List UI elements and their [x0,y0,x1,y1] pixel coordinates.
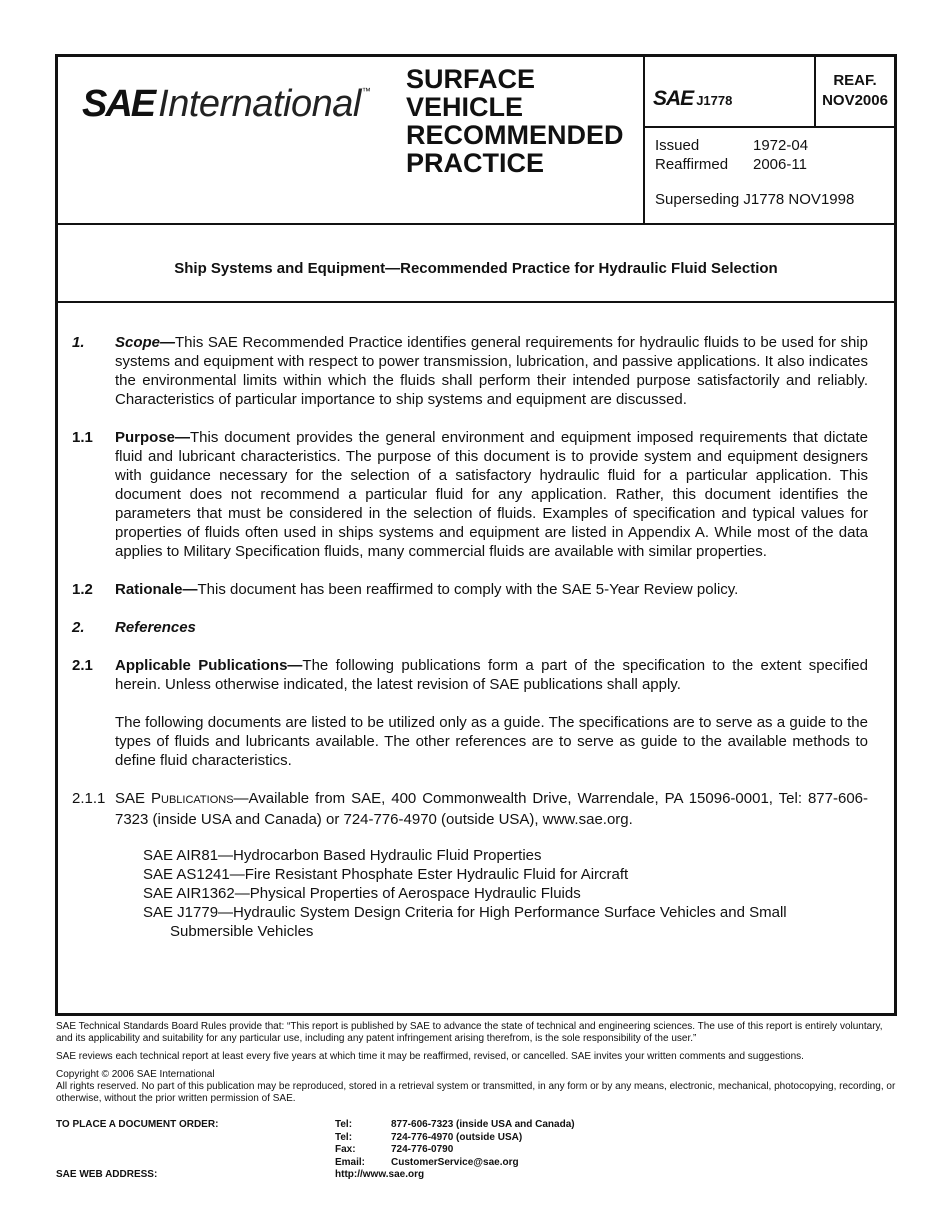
issued-label: Issued [655,137,700,154]
section-scope [72,333,868,409]
footer-notices [56,1021,896,1111]
reference-text: SAE AS1241—Fire Resistant Phosphate Ester Hydraulic Fluid for Aircraft [143,866,629,883]
category-line: SURFACE [406,64,536,94]
contact-key: Fax: [335,1144,356,1155]
section-heading: Rationale— [115,581,198,598]
section-sae-publications [72,789,868,829]
header-divider-horizontal [643,126,894,128]
section-text: This document provides the general environment and equipment imposed requirements that dictate fluid and lubricant characteristics. The purpose of this document is to provide system and equipment designers with guidance necessary for the selection of a satisfactory hydraulic fluid for a particular application. This document does not recommend a particular fluid for any application. Rather, this document identifies the parameters that must be considered in the selection of fluids. Examples of specification and typical values for properties of fluids often used in ships systems and equipment are listed in Appendix A. While most of the data applies to Military Specification fluids, many commercial fluids are available with similar properties. [115,429,868,560]
heading-initial: SAE P [115,790,161,807]
contact-row [335,1119,575,1132]
copyright-notice: Copyright © 2006 SAE International [56,1069,215,1080]
logo-sae-mark: SAE [82,83,155,125]
heading-small-caps: UBLICATIONS [161,794,234,806]
contact-value[interactable]: 877-606-7323 (inside USA and Canada) [391,1119,575,1130]
reference-continuation: Submersible Vehicles [170,923,314,940]
category-line: RECOMMENDED [406,120,624,150]
reaffirmed-value: 2006-11 [753,156,807,173]
section-text: The following publications form a part of the specification to the extent specified herein. Unless otherwise indicated, the latest revision of SAE publications shall apply. [115,657,868,693]
document-number [653,87,732,111]
section-number: 2.1 [72,657,93,674]
web-address-link[interactable]: http://www.sae.org [335,1169,425,1180]
doc-number-label: J1778 [696,93,733,108]
reference-item [143,884,868,903]
section-text: This SAE Recommended Practice identifies general requirements for hydraulic fluids to be used for ship systems and equipment with respect to power transmission, lubrication, and passive applications. It also indicates the environmental limits within which the fluids shall perform their intended purpose satisfactorily and reliably. Characteristics of particular importance to ship systems and equipment are discussed. [115,334,868,408]
section-number: 1.2 [72,581,93,598]
superseding-note: Superseding J1778 NOV1998 [655,191,855,208]
doc-sae-logo: SAE [653,87,694,110]
header-divider-vertical [643,57,645,223]
section-text: This document has been reaffirmed to comply with the SAE 5-Year Review policy. [197,581,739,598]
issued-value: 1972-04 [753,137,809,154]
section-text: —Available from SAE, 400 Commonwealth Drive, Warrendale, PA 15096-0001, Tel: 877-606-7323 (inside USA and Canada) or 724-776-4970 (outside USA), www.sae.org. [115,790,869,828]
email-link[interactable]: CustomerService@sae.org [391,1156,519,1168]
section-rationale [72,580,868,599]
section-number: 2. [72,619,85,636]
document-title: Ship Systems and Equipment—Recommended Practice for Hydraulic Fluid Selection [174,260,778,277]
section-purpose [72,428,868,561]
section-heading: Applicable Publications— [115,657,303,674]
reaffirmed-label: Reaffirmed [655,156,729,173]
issue-dates [655,136,808,174]
logo-international-word: International [158,83,361,125]
reference-item [143,846,868,865]
review-notice: SAE reviews each technical report at least every five years at which time it may be reaffirmed, revised, or cancelled. SAE invites your written comments and suggestions. [56,1051,804,1062]
reference-list [143,846,868,941]
contact-key: Email: [335,1156,366,1168]
reference-text: SAE AIR81—Hydrocarbon Based Hydraulic Fluid Properties [143,847,542,864]
contact-row [335,1132,575,1145]
document-body [72,333,868,941]
logo-trademark: ™ [361,86,371,96]
reference-text: SAE AIR1362—Physical Properties of Aerospace Hydraulic Fluids [143,885,581,902]
reference-item [143,865,868,884]
reaf-date: NOV2006 [822,92,888,109]
web-address-label: SAE WEB ADDRESS: [56,1169,158,1180]
sae-international-logo [82,83,371,126]
guide-paragraph: The following documents are listed to be utilized only as a guide. The specifications are to serve as a guide to the types of fluids and lubricants available. The other references are to serve as guide to the available methods to define fluid characteristics. [115,714,868,769]
section-number: 1.1 [72,429,93,446]
title-bottom-rule [58,301,894,303]
category-line: VEHICLE [406,92,524,122]
section-heading: References [115,619,196,636]
reference-item [143,903,868,941]
contact-key: Tel: [335,1131,353,1143]
rights-notice: All rights reserved. No part of this publication may be reproduced, stored in a retrieval system or transmitted, in any form or by any means, electronic, mechanical, photocopying, recording, or otherwise, without the prior written permission of SAE. [56,1081,896,1104]
section-number: 2.1.1 [72,790,106,807]
section-heading [115,790,234,807]
contact-row [335,1144,575,1157]
section-applicable-publications [72,656,868,694]
contact-table [335,1119,575,1182]
contact-value[interactable]: 724-776-4970 (outside USA) [391,1131,523,1143]
category-line: PRACTICE [406,148,545,178]
section-references [72,618,868,637]
document-frame [55,54,897,1016]
board-rules-notice: SAE Technical Standards Board Rules provide that: “This report is published by SAE to advance the state of technical and engineering sciences. The use of this report is entirely voluntary, and its applicability and suitability for any particular use, including any patent infringement arising therefrom, is the sole responsibility of the user.” [56,1021,883,1044]
contact-row [335,1169,575,1182]
reaffirmation-box [816,71,894,111]
header-bottom-rule [58,223,894,225]
order-label: TO PLACE A DOCUMENT ORDER: [56,1119,219,1130]
section-heading: Scope— [115,334,176,351]
section-number: 1. [72,334,85,351]
reference-text: SAE J1779—Hydraulic System Design Criteria for High Performance Surface Vehicles and Small [143,904,787,921]
contact-value[interactable]: 724-776-0790 [391,1144,454,1155]
document-category [406,65,624,177]
contact-key: Tel: [335,1119,353,1130]
contact-row [335,1157,575,1170]
section-heading: Purpose— [115,429,191,446]
reaf-line: REAF. [833,72,877,89]
